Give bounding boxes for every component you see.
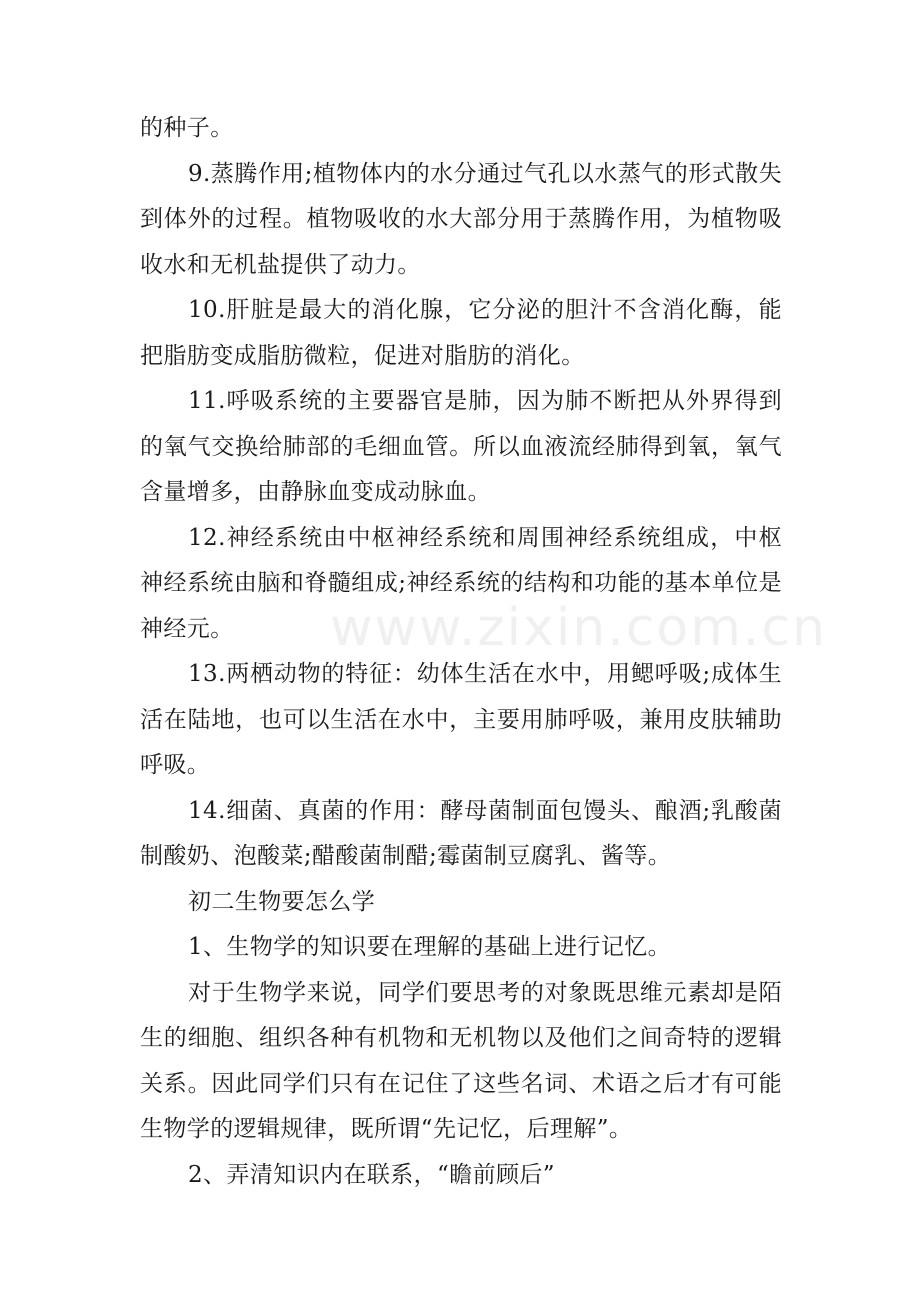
paragraph-amphibians: 13.两栖动物的特征：幼体生活在水中，用鳃呼吸;成体生活在陆地，也可以生活在水中，主要用肺呼吸，兼用皮肤辅助呼吸。 xyxy=(140,661,782,778)
paragraph-liver: 10.肝脏是最大的消化腺，它分泌的胆汁不含消化酶，能把脂肪变成脂肪微粒，促进对脂肪的消化。 xyxy=(140,297,782,369)
paragraph-nervous-system: 12.神经系统由中枢神经系统和周围神经系统组成，中枢神经系统由脑和脊髓组成;神经系统的结构和功能的基本单位是神经元。 xyxy=(140,524,782,642)
section-heading: 初二生物要怎么学 xyxy=(188,888,376,915)
paragraph-continuation: 的种子。 xyxy=(140,115,234,141)
tip-2-heading: 2、弄清知识内在联系，“瞻前顾后” xyxy=(188,1161,555,1188)
paragraph-transpiration: 9.蒸腾作用;植物体内的水分通过气孔以水蒸气的形式散失到体外的过程。植物吸收的水大部分用于蒸腾作用，为植物吸收水和无机盐提供了动力。 xyxy=(140,160,782,278)
paragraph-bacteria-fungi: 14.细菌、真菌的作用：酵母菌制面包馒头、酿酒;乳酸菌制酸奶、泡酸菜;醋酸菌制醋;霉菌制豆腐乳、酱等。 xyxy=(140,797,782,869)
watermark: www.zixin.com.cn xyxy=(330,598,827,658)
document-page xyxy=(140,106,782,1198)
tip-1-heading: 1、生物学的知识要在理解的基础上进行记忆。 xyxy=(188,934,672,960)
paragraph-respiratory: 11.呼吸系统的主要器官是肺，因为肺不断把从外界得到的氧气交换给肺部的毛细血管。所以血液流经肺得到氧，氧气含量增多，由静脉血变成动脉血。 xyxy=(140,388,782,505)
tip-1-body: 对于生物学来说，同学们要思考的对象既思维元素却是陌生的细胞、组织各种有机物和无机物以及他们之间奇特的逻辑关系。因此同学们只有在记住了这些名词、术语之后才有可能生物学的逻辑规律，既所谓“先记忆，后理解”。 xyxy=(140,979,782,1142)
